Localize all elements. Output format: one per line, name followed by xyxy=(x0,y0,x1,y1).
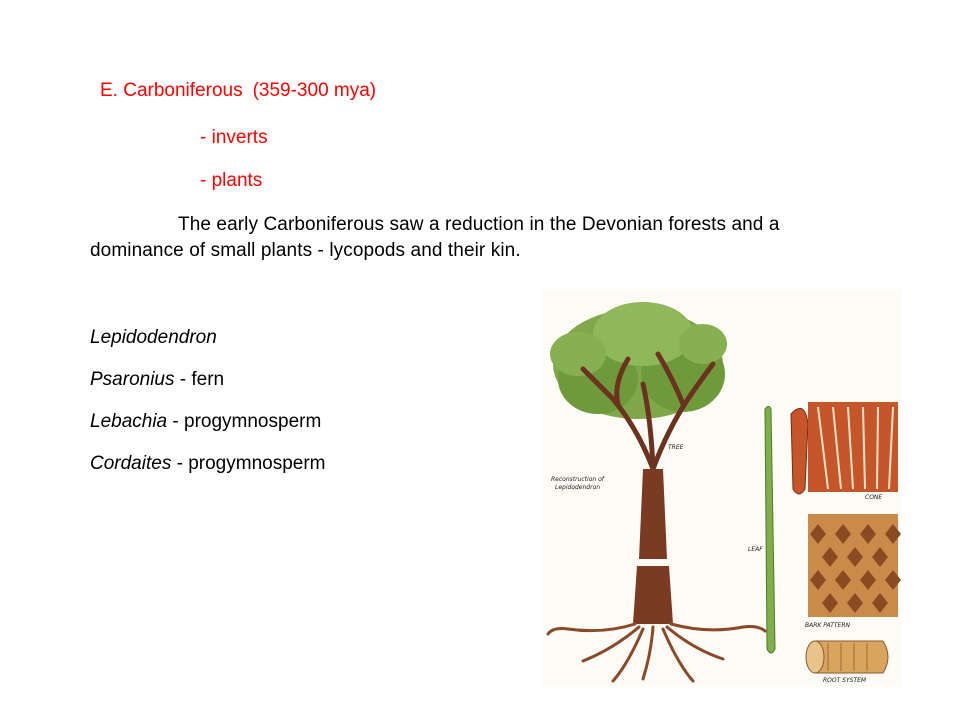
list-item xyxy=(90,453,326,484)
figure-caption-line-2: Lepidodendron xyxy=(555,484,601,491)
cone-drawing xyxy=(791,408,808,494)
lepidodendron-illustration xyxy=(543,289,901,687)
leaf-drawing xyxy=(765,407,775,654)
list-item xyxy=(90,327,326,358)
genus-name: Lebachia xyxy=(90,411,168,432)
list-item xyxy=(90,411,326,442)
genus-desc: - progymnosperm xyxy=(171,453,326,474)
figure-label-root: ROOT SYSTEM xyxy=(823,677,867,684)
genus-name: Psaronius xyxy=(90,369,175,390)
tree-roots xyxy=(548,624,765,681)
cone-section-panel xyxy=(808,402,898,492)
tree-trunk-lower xyxy=(633,566,673,624)
figure-label-tree: TREE xyxy=(668,444,684,451)
sub-item-inverts: - inverts xyxy=(200,127,268,148)
list-item xyxy=(90,369,326,400)
genus-name: Lepidodendron xyxy=(90,327,217,348)
taxa-list xyxy=(90,327,326,495)
genus-desc: - progymnosperm xyxy=(167,411,322,432)
tree-crown xyxy=(550,302,727,419)
tree-trunk-upper xyxy=(639,469,667,559)
heading-period: E. Carboniferous xyxy=(100,80,243,101)
body-paragraph xyxy=(90,212,810,264)
bark-pattern-panel xyxy=(808,514,901,617)
body-paragraph-text: The early Carboniferous saw a reduction in the Devonian forests and a dominance of small plants - lycopods and their kin. xyxy=(90,214,780,261)
genus-name: Cordaites xyxy=(90,453,172,474)
illustration-svg xyxy=(543,289,901,687)
figure-label-leaf: LEAF xyxy=(748,546,763,553)
heading-date-range: (359-300 mya) xyxy=(252,80,377,101)
sub-item-plants: - plants xyxy=(200,170,263,191)
genus-desc: - fern xyxy=(174,369,225,390)
figure-caption-line-1: Reconstruction of xyxy=(551,476,604,483)
root-system-panel xyxy=(806,641,888,673)
figure-label-cone: CONE xyxy=(865,494,883,501)
section-heading xyxy=(100,80,376,102)
figure-label-bark: BARK PATTERN xyxy=(805,622,850,629)
trunk-break xyxy=(638,559,668,566)
